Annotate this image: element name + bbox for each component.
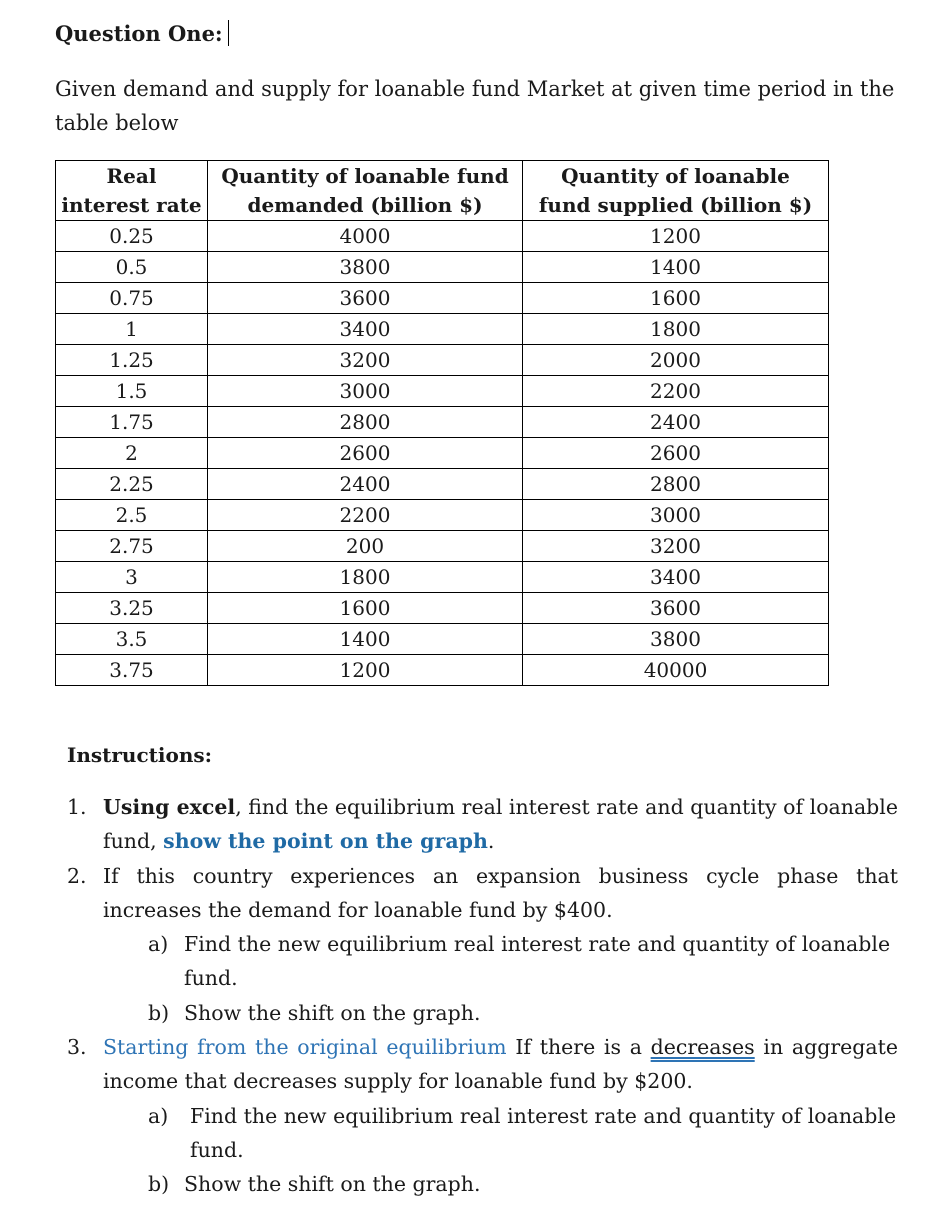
instruction-item-3a: a) Find the new equilibrium real interest rate and quantity of loanable fund. xyxy=(148,1103,897,1162)
cell-interest-rate: 0.25 xyxy=(56,221,208,252)
cell-interest-rate: 2.5 xyxy=(56,500,208,531)
cell-quantity-supplied: 3400 xyxy=(523,562,829,593)
cell-interest-rate: 2 xyxy=(56,438,208,469)
instruction-item-2: 2. If this country experiences an expansion business cycle phase that increases the demand for loanable fund by $400. xyxy=(67,863,898,922)
cell-quantity-supplied: 1800 xyxy=(523,314,829,345)
cell-quantity-demanded: 2600 xyxy=(208,438,523,469)
cell-quantity-demanded: 3600 xyxy=(208,283,523,314)
cell-quantity-demanded: 3800 xyxy=(208,252,523,283)
grammar-underline[interactable]: decreases xyxy=(650,1035,755,1060)
cell-quantity-demanded: 2400 xyxy=(208,469,523,500)
table-row xyxy=(56,469,829,500)
cell-quantity-demanded: 3400 xyxy=(208,314,523,345)
cell-quantity-supplied: 1200 xyxy=(523,221,829,252)
instruction-item-3: 3. Starting from the original equilibrium If there is a decreases in aggregate income that decreases supply for loanable fund by $200. xyxy=(67,1035,898,1094)
cell-interest-rate: 1.5 xyxy=(56,376,208,407)
loanable-fund-table xyxy=(55,160,829,686)
cell-quantity-supplied: 3000 xyxy=(523,500,829,531)
cell-quantity-supplied: 1600 xyxy=(523,283,829,314)
cell-quantity-demanded: 2200 xyxy=(208,500,523,531)
instruction-item-3b: b) Show the shift on the graph. xyxy=(148,1172,481,1197)
table-row xyxy=(56,655,829,686)
table-row xyxy=(56,500,829,531)
cell-quantity-demanded: 200 xyxy=(208,531,523,562)
cell-quantity-supplied: 3800 xyxy=(523,624,829,655)
text-cursor xyxy=(228,20,229,46)
cell-quantity-supplied: 2400 xyxy=(523,407,829,438)
cell-quantity-supplied: 3200 xyxy=(523,531,829,562)
instructions-heading: Instructions: xyxy=(67,743,213,767)
cell-interest-rate: 0.5 xyxy=(56,252,208,283)
cell-quantity-supplied: 1400 xyxy=(523,252,829,283)
header-quantity-supplied: Quantity of loanable fund supplied (billion $) xyxy=(523,161,829,221)
header-quantity-demanded: Quantity of loanable fund demanded (billion $) xyxy=(208,161,523,221)
cell-quantity-supplied: 2000 xyxy=(523,345,829,376)
highlighted-text: show the point on the graph xyxy=(163,829,488,854)
table-row xyxy=(56,345,829,376)
cell-interest-rate: 3.25 xyxy=(56,593,208,624)
table-row xyxy=(56,314,829,345)
table-row xyxy=(56,593,829,624)
cell-interest-rate: 2.75 xyxy=(56,531,208,562)
cell-quantity-demanded: 2800 xyxy=(208,407,523,438)
cell-interest-rate: 1 xyxy=(56,314,208,345)
question-title xyxy=(55,19,229,49)
cell-quantity-supplied: 40000 xyxy=(523,655,829,686)
cell-quantity-demanded: 1200 xyxy=(208,655,523,686)
cell-quantity-supplied: 3600 xyxy=(523,593,829,624)
cell-quantity-demanded: 3200 xyxy=(208,345,523,376)
intro-paragraph: Given demand and supply for loanable fund Market at given time period in the table below xyxy=(55,77,895,135)
table-row xyxy=(56,531,829,562)
header-interest-rate: Real interest rate xyxy=(56,161,208,221)
cell-interest-rate: 3.75 xyxy=(56,655,208,686)
cell-quantity-supplied: 2600 xyxy=(523,438,829,469)
highlighted-text: Starting from the original equilibrium xyxy=(103,1035,507,1060)
table-row xyxy=(56,221,829,252)
instruction-item-2a: a) Find the new equilibrium real interest rate and quantity of loanable fund. xyxy=(148,932,891,991)
cell-interest-rate: 0.75 xyxy=(56,283,208,314)
table-row xyxy=(56,283,829,314)
cell-quantity-demanded: 4000 xyxy=(208,221,523,252)
cell-interest-rate: 3 xyxy=(56,562,208,593)
cell-interest-rate: 1.25 xyxy=(56,345,208,376)
cell-quantity-supplied: 2800 xyxy=(523,469,829,500)
cell-quantity-demanded: 1600 xyxy=(208,593,523,624)
cell-interest-rate: 2.25 xyxy=(56,469,208,500)
cell-interest-rate: 1.75 xyxy=(56,407,208,438)
cell-quantity-supplied: 2200 xyxy=(523,376,829,407)
question-title-text: Question One: xyxy=(55,21,223,46)
cell-quantity-demanded: 1800 xyxy=(208,562,523,593)
table-row xyxy=(56,624,829,655)
table-row xyxy=(56,407,829,438)
table-row xyxy=(56,252,829,283)
table-row xyxy=(56,376,829,407)
table-row xyxy=(56,562,829,593)
table-header-row xyxy=(56,161,829,221)
cell-quantity-demanded: 3000 xyxy=(208,376,523,407)
instruction-item-2b: b) Show the shift on the graph. xyxy=(148,1000,481,1025)
table-row xyxy=(56,438,829,469)
instruction-item-1: 1. Using excel, find the equilibrium real interest rate and quantity of loanable fund, show the point on the graph. xyxy=(67,795,898,854)
cell-quantity-demanded: 1400 xyxy=(208,624,523,655)
cell-interest-rate: 3.5 xyxy=(56,624,208,655)
instructions-list xyxy=(0,790,942,1202)
